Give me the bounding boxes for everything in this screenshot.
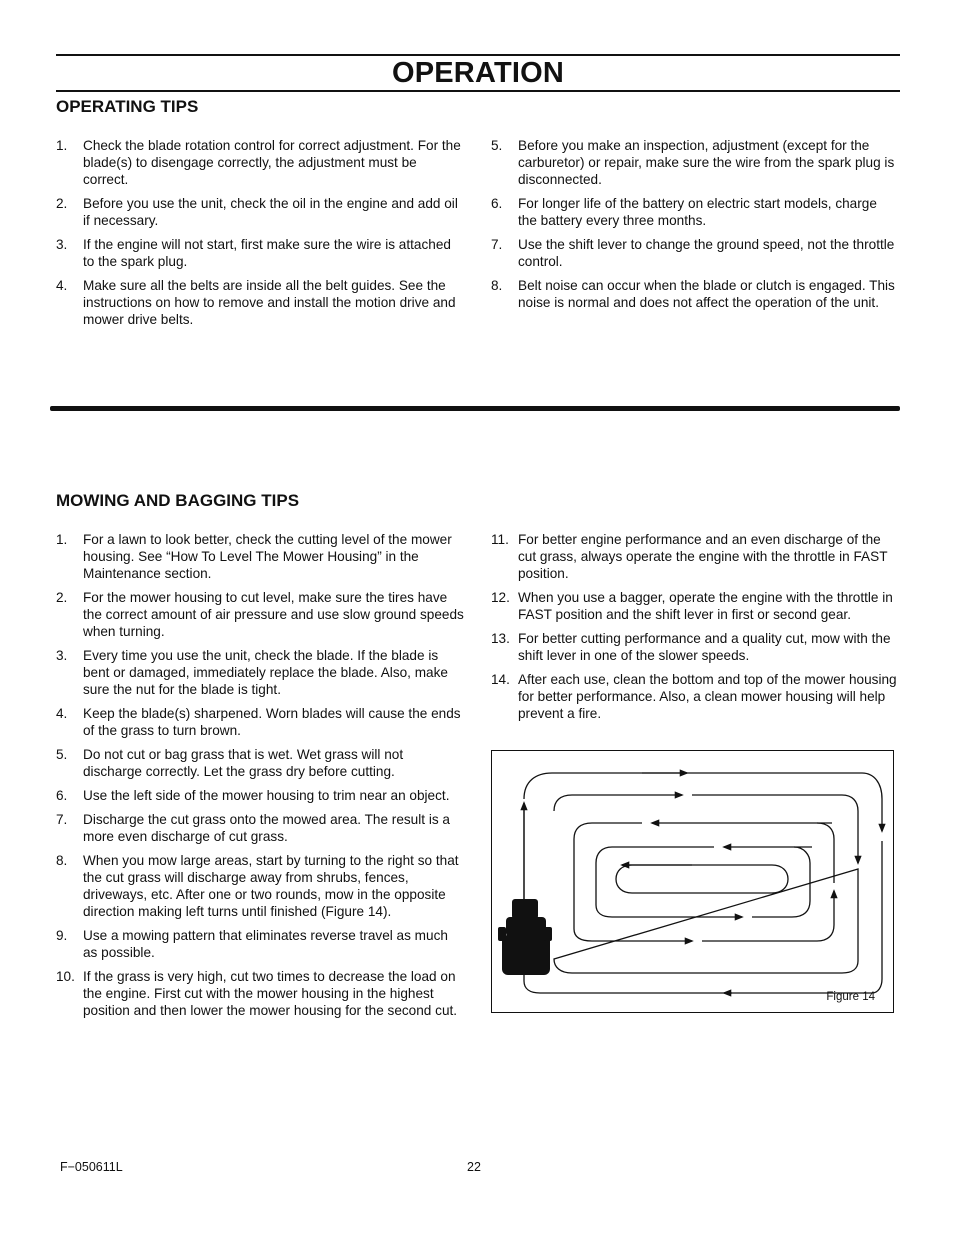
tip-item (491, 137, 899, 188)
tip-item (491, 671, 899, 722)
header-rule-bottom (56, 90, 900, 92)
tip-item (56, 811, 464, 845)
tip-number: 8. (491, 278, 503, 293)
tip-item (491, 195, 899, 229)
tip-number: 10. (56, 969, 75, 984)
operating-tips-right-column (491, 137, 899, 318)
tip-text: Keep the blade(s) sharpened. Worn blades will cause the ends of the grass to turn brown. (83, 706, 461, 738)
tip-text: Belt noise can occur when the blade or clutch is engaged. This noise is normal and does not affect the operation of the unit. (518, 278, 895, 310)
mowing-tips-list-left (56, 531, 464, 1019)
tip-text: Before you use the unit, check the oil in the engine and add oil if necessary. (83, 196, 458, 228)
tip-number: 1. (56, 138, 68, 153)
tip-item (56, 746, 464, 780)
header-rule-top (56, 54, 900, 56)
tip-item (56, 787, 464, 804)
tip-text: Check the blade rotation control for correct adjustment. For the blade(s) to disengage correctly, the adjustment must be correct. (83, 138, 461, 187)
document-code: F−050611L (60, 1160, 123, 1174)
tip-item (56, 705, 464, 739)
tip-text: Do not cut or bag grass that is wet. Wet grass will not discharge correctly. Let the grass dry before cutting. (83, 747, 404, 779)
tip-text: After each use, clean the bottom and top of the mower housing for better performance. Also, a clean mower housing will help prevent a fire. (518, 672, 897, 721)
figure-caption: Figure 14 (826, 991, 875, 1003)
mowing-tips-right-column (491, 531, 899, 729)
tip-item (56, 589, 464, 640)
operating-tips-list-right (491, 137, 899, 311)
tip-text: For a lawn to look better, check the cutting level of the mower housing. See “How To Level The Mower Housing” in the Maintenance section. (83, 532, 452, 581)
tip-number: 5. (56, 747, 68, 762)
tip-item (491, 277, 899, 311)
tip-number: 14. (491, 672, 510, 687)
tip-text: Before you make an inspection, adjustment (except for the carburetor) or repair, make sure the wire from the spark plug is disconnected. (518, 138, 895, 187)
tip-number: 6. (491, 196, 503, 211)
tip-number: 8. (56, 853, 68, 868)
tip-text: Use the left side of the mower housing to trim near an object. (83, 788, 450, 803)
tip-text: Every time you use the unit, check the blade. If the blade is bent or damaged, immediately replace the blade. Also, make sure the nut for the blade is tight. (83, 648, 448, 697)
tip-text: If the engine will not start, first make sure the wire is attached to the spark plug. (83, 237, 451, 269)
tip-number: 9. (56, 928, 68, 943)
operating-tips-left-column (56, 137, 464, 335)
tip-text: When you use a bagger, operate the engine with the throttle in FAST position and the shift lever in first or second gear. (518, 590, 893, 622)
tip-item (56, 852, 464, 920)
tip-number: 5. (491, 138, 503, 153)
tip-number: 3. (56, 237, 68, 252)
tip-number: 13. (491, 631, 510, 646)
tip-item (491, 531, 899, 582)
tip-number: 1. (56, 532, 68, 547)
tip-text: For better engine performance and an even discharge of the cut grass, always operate the engine with the throttle in FAST position. (518, 532, 888, 581)
tip-number: 12. (491, 590, 510, 605)
tip-text: For longer life of the battery on electric start models, charge the battery every three months. (518, 196, 877, 228)
tip-item (56, 137, 464, 188)
tip-item (491, 589, 899, 623)
figure-14 (491, 750, 894, 1013)
tip-item (491, 236, 899, 270)
page-title: OPERATION (391, 57, 565, 89)
tip-item (56, 277, 464, 328)
tip-text: For better cutting performance and a quality cut, mow with the shift lever in one of the slower speeds. (518, 631, 891, 663)
tip-text: Use the shift lever to change the ground speed, not the throttle control. (518, 237, 895, 269)
tip-text: Make sure all the belts are inside all the belt guides. See the instructions on how to remove and install the motion drive and mower drive belts. (83, 278, 456, 327)
tip-text: For the mower housing to cut level, make sure the tires have the correct amount of air pressure and use slow ground speeds when turning. (83, 590, 464, 639)
tip-item (56, 927, 464, 961)
tip-item (56, 647, 464, 698)
tip-item (56, 531, 464, 582)
tip-number: 6. (56, 788, 68, 803)
tip-text: When you mow large areas, start by turning to the right so that the cut grass will discharge away from shrubs, fences, driveways, etc. After one or two rounds, mow in the opposite direction making left turns until finished (Figure 14). (83, 853, 459, 919)
page-number: 22 (467, 1160, 481, 1174)
mowing-tips-heading: MOWING AND BAGGING TIPS (56, 491, 300, 510)
tip-text: Use a mowing pattern that eliminates reverse travel as much as possible. (83, 928, 448, 960)
tip-item (56, 236, 464, 270)
operating-tips-list-left (56, 137, 464, 328)
tip-number: 4. (56, 706, 68, 721)
mowing-path-diagram (492, 751, 892, 1011)
tip-number: 2. (56, 590, 68, 605)
tip-number: 3. (56, 648, 68, 663)
tip-item (56, 195, 464, 229)
tip-text: Discharge the cut grass onto the mowed area. The result is a more even discharge of cut grass. (83, 812, 450, 844)
tip-number: 7. (491, 237, 503, 252)
tip-number: 7. (56, 812, 68, 827)
tip-item (56, 968, 464, 1019)
tip-number: 11. (491, 532, 509, 547)
tip-text: If the grass is very high, cut two times to decrease the load on the engine. First cut with the mower housing in the highest position and then lower the mower housing for the second cut. (83, 969, 458, 1018)
tip-item (491, 630, 899, 664)
operating-tips-heading: OPERATING TIPS (56, 97, 199, 116)
mowing-tips-list-right (491, 531, 899, 722)
mowing-tips-left-column (56, 531, 464, 1026)
tip-number: 4. (56, 278, 68, 293)
tip-number: 2. (56, 196, 68, 211)
riding-mower-icon (498, 899, 552, 975)
section-divider (50, 406, 900, 411)
